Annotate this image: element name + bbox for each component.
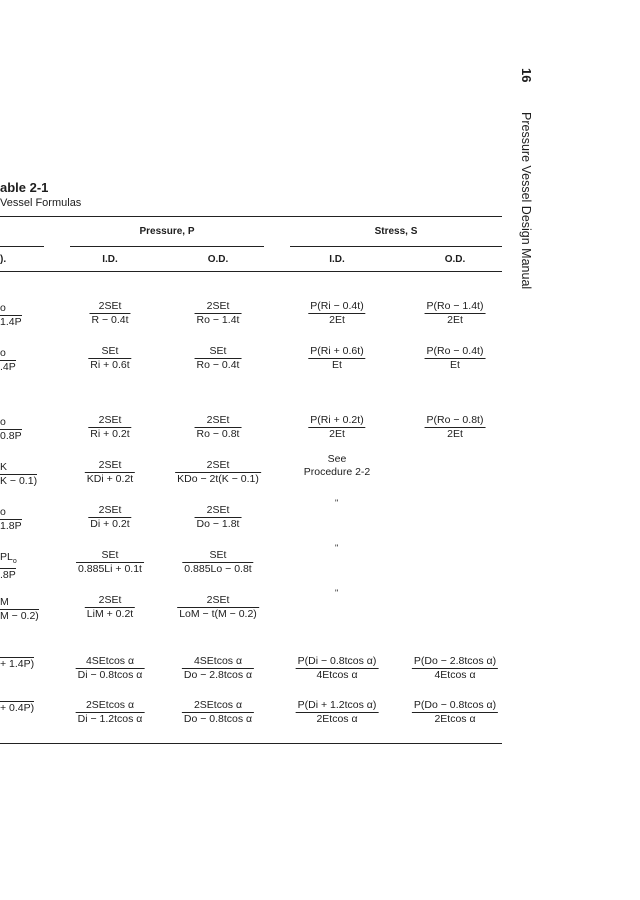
left-fragment: M M − 0.2) [0,596,39,622]
pressure-header-rule [70,246,264,247]
formula-numerator: 2SEt [206,504,230,516]
formula-numerator: P(Do − 2.8tcos α) [413,655,497,667]
formula-denominator: Do − 0.8tcos α [183,713,253,725]
formula-numerator: SEt [101,345,119,357]
formula-numerator: P(Di + 1.2tcos α) [297,699,377,711]
formula-denominator: Di − 1.2tcos α [77,713,143,725]
see-procedure-note [304,453,371,479]
formula-denominator: 0.885Li + 0.1t [78,563,142,575]
left-header-rule [0,246,44,247]
table-bottom-rule [0,743,502,744]
left-fragment: + 0.4P) [0,702,35,714]
formula-numerator: P(Ri − 0.4t) [310,300,364,312]
formula-numerator: 2SEt [206,459,230,471]
formula-numerator: P(Ri + 0.2t) [310,414,364,426]
left-fragment: $PL_o$ .8P [0,551,17,582]
formula-numerator: P(Ro − 0.4t) [426,345,484,357]
formula-numerator: P(Di − 0.8tcos α) [297,655,377,667]
formula-numerator: 2SEt [98,300,122,312]
formula-numerator: 2SEt [206,300,230,312]
formula-numerator: P(Ro − 1.4t) [426,300,484,312]
left-fragment: o .4P [0,347,16,373]
formula-s-id [308,414,365,441]
formula-s-id [296,699,379,726]
formula-s-id [308,345,365,372]
formula-p-od [195,345,242,372]
formula-denominator: Ro − 1.4t [196,314,240,326]
formula-numerator: P(Do − 0.8tcos α) [413,699,497,711]
formula-denominator: R − 0.4t [91,314,129,326]
formula-p-id [88,414,131,441]
formula-p-id [88,504,131,531]
formula-denominator: Ri + 0.6t [90,359,130,371]
formula-denominator: Ri + 0.2t [90,428,130,440]
formula-numerator: 2SEt [98,504,122,516]
formula-p-od [195,414,242,441]
formula-denominator: Di − 0.8tcos α [77,669,143,681]
table-subtitle: Vessel Formulas [0,197,82,209]
formula-denominator: Di + 0.2t [90,518,130,530]
formula-p-od [182,699,254,726]
formula-denominator: 2Et [308,427,365,441]
left-fragment: + 1.4P) [0,658,35,670]
formula-denominator: Ro − 0.8t [196,428,240,440]
note-line: Procedure 2-2 [303,466,371,478]
formula-denominator: KDo − 2t(K − 0.1) [177,473,259,485]
formula-denominator: LiM + 0.2t [86,608,134,620]
formula-s-od [425,345,486,372]
formula-numerator: 2SEt [206,594,230,606]
formula-denominator: 0.885Lo − 0.8t [184,563,252,575]
formula-numerator: SEt [209,549,227,561]
col-header-stress-id: I.D. [329,254,345,265]
formula-s-od [412,655,498,682]
formula-denominator: Et [308,358,365,372]
formula-denominator: 4Etcos α [296,668,379,682]
formula-s-od [425,300,486,327]
ditto-mark: " [335,498,339,508]
formula-p-id [85,594,135,621]
formula-denominator: LoM − t(M − 0.2) [179,608,257,620]
ditto-mark: " [335,588,339,598]
formula-numerator: 2SEt [98,414,122,426]
column-header-rule [0,271,502,272]
table-top-rule [0,216,502,217]
formula-p-id [89,300,130,327]
col-header-stress-od: O.D. [444,254,466,265]
formula-p-id [76,699,145,726]
ditto-mark: " [335,543,339,553]
formula-denominator: 2Etcos α [296,712,379,726]
formula-denominator: 4Etcos α [412,668,498,682]
formula-p-od [182,655,254,682]
formula-p-id [85,459,135,486]
formula-numerator: 2SEtcos α [193,699,243,711]
formula-numerator: SEt [209,345,227,357]
formula-numerator: 2SEtcos α [85,699,135,711]
formula-p-id [76,655,145,682]
col-header-pressure-id: I.D. [102,254,118,265]
left-fragment: o 0.8P [0,416,22,442]
page-number: 16 [519,68,534,83]
formula-p-od [182,549,253,576]
left-fragment: o 1.8P [0,506,22,532]
formula-p-od [175,459,261,486]
formula-numerator: P(Ro − 0.8t) [426,414,484,426]
left-fragment: K K − 0.1) [0,461,38,487]
formula-s-od [412,699,498,726]
formula-denominator: 2Et [425,427,486,441]
formula-numerator: P(Ri + 0.6t) [310,345,364,357]
formula-denominator: 2Etcos α [412,712,498,726]
formula-p-id [76,549,144,576]
formula-denominator: KDi + 0.2t [86,473,134,485]
note-line: See [327,453,347,465]
table-title: able 2-1 [0,180,49,195]
formula-s-id [308,300,365,327]
formula-p-od [177,594,259,621]
formula-p-id [88,345,131,372]
formula-numerator: 2SEt [206,414,230,426]
formula-s-od [425,414,486,441]
formula-denominator: 2Et [308,313,365,327]
formula-denominator: Do − 1.8t [196,518,240,530]
stress-group-header: Stress, S [374,226,418,237]
left-col-header: ). [0,254,7,265]
stress-header-rule [290,246,502,247]
pressure-group-header: Pressure, P [139,226,195,237]
formula-numerator: SEt [101,549,119,561]
formula-p-od [195,504,242,531]
formula-denominator: Do − 2.8tcos α [183,669,253,681]
formula-denominator: Ro − 0.4t [196,359,240,371]
formula-denominator: Et [425,358,486,372]
formula-numerator: 2SEt [98,459,122,471]
formula-s-id [296,655,379,682]
col-header-pressure-od: O.D. [207,254,229,265]
left-fragment: o 1.4P [0,302,22,328]
formula-denominator: 2Et [425,313,486,327]
formula-numerator: 4SEtcos α [193,655,243,667]
formula-p-od [195,300,242,327]
formula-numerator: 4SEtcos α [85,655,135,667]
running-title: Pressure Vessel Design Manual [519,112,533,290]
formula-numerator: 2SEt [98,594,122,606]
